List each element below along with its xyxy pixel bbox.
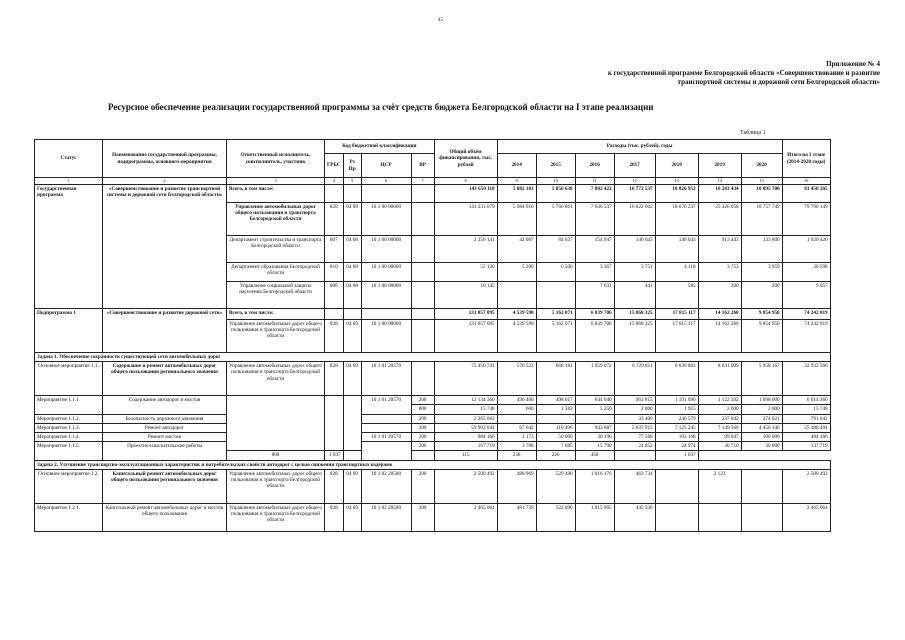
- cell-2014: 488 969: [497, 469, 536, 503]
- column-number: 9: [497, 178, 536, 185]
- cell-2020: 133 800: [741, 236, 782, 263]
- table-row: [35, 414, 831, 423]
- row-total: 2 265 063: [434, 414, 497, 423]
- cell-stage-total: 1 037: [655, 451, 698, 460]
- cell-2017: 3 751: [614, 263, 655, 282]
- column-number: 4: [325, 178, 344, 185]
- cell-2018: [655, 469, 698, 503]
- row-total: 131 057 095: [434, 320, 497, 353]
- table-row: [35, 362, 831, 396]
- cell-rzpr: 04 08: [343, 282, 361, 309]
- cell-csr: 10 1 00 00000: [361, 263, 411, 282]
- cell-2016: 7 802 422: [575, 185, 614, 203]
- cell-2016: 6 839 706: [575, 320, 614, 353]
- row-total: 52 130: [434, 263, 497, 282]
- cell-2019: 1 122 392: [698, 396, 741, 405]
- row-total: 59 902 641: [434, 423, 497, 432]
- cell-2014: [497, 414, 536, 423]
- cell-2017: 2 000: [614, 405, 655, 414]
- cell-2014: 4 539 590: [497, 320, 536, 353]
- cell-csr: 10 1 00 00000: [361, 236, 411, 263]
- column-number: 13: [655, 178, 698, 185]
- cell-2015: 7 685: [536, 442, 575, 451]
- cell-2020: 9 854 950: [741, 320, 782, 353]
- appendix-line1: Приложение № 4: [826, 60, 880, 68]
- header-2016: 2016: [575, 154, 614, 178]
- cell-grbs: 828: [325, 503, 344, 531]
- row-executor: Всего, в том числе:: [227, 185, 325, 203]
- cell-stage-total: 81 450 205: [782, 185, 830, 203]
- row-total: 143 650 118: [434, 185, 497, 203]
- header-executor: Ответственный исполнитель, соисполнитель, участник: [227, 140, 325, 178]
- table-label: Таблица 1: [740, 130, 766, 136]
- cell-2014: 42 067: [497, 236, 536, 263]
- cell-2020: 1 098 000: [741, 396, 782, 405]
- cell-2020: 5 958 167: [741, 362, 782, 396]
- page-number: 45: [438, 18, 443, 23]
- cell-csr: 10 1 00 00000: [361, 282, 411, 309]
- cell-2017: 5 637 915: [614, 423, 655, 432]
- row-total: 2 465 064: [434, 503, 497, 531]
- header-grbs: ГРБС: [325, 154, 344, 178]
- row-executor: Управление социальной защиты населения Белгородской области: [227, 282, 325, 309]
- cell-2016: 1 015 905: [575, 503, 614, 531]
- cell-2020: 10 895 700: [741, 185, 782, 203]
- document-title: Ресурсное обеспечение реализации государственной программы за счёт средств бюджета Белгородской области на I этапе реализации: [108, 102, 654, 112]
- cell-2018: [655, 503, 698, 531]
- cell-2016: 7 631: [575, 282, 614, 309]
- cell-stage-total: 2 500 492: [782, 469, 830, 503]
- cell-2020: 10 757 749: [741, 203, 782, 236]
- cell-2014: 496 400: [497, 396, 536, 405]
- row-status: Мероприятие 1.1.5.: [35, 442, 103, 460]
- cell-stage-total: 74 242 019: [782, 309, 830, 320]
- cell-2017: 16 622 602: [614, 203, 655, 236]
- column-number: 15: [741, 178, 782, 185]
- cell-2016: 115: [434, 451, 497, 460]
- row-name: Ремонт мостов: [103, 433, 227, 442]
- cell-2018: 246 579: [655, 414, 698, 423]
- table-row: [35, 469, 831, 503]
- cell-2015: 6 500: [536, 263, 575, 282]
- row-executor: Управление автомобильных дорог общего пользования и транспорта Белгородской области: [227, 203, 325, 236]
- cell-2014: 570 523: [497, 362, 536, 396]
- cell-2014: 5 200: [497, 263, 536, 282]
- cell-2019: 7 149 360: [698, 423, 741, 432]
- cell-2016: 5 250: [575, 405, 614, 414]
- column-number: 3: [227, 178, 325, 185]
- cell-2019: 14 162 260: [698, 309, 741, 320]
- cell-csr: 10 1 01 20570: [361, 433, 411, 442]
- row-executor: [227, 396, 325, 451]
- header-expenses: Расходы (тыс. рублей), годы: [497, 140, 782, 154]
- header-2014: 2014: [497, 154, 536, 178]
- row-name: Содержание автодорог и мостов: [103, 396, 227, 414]
- cell-2020: [741, 469, 782, 503]
- cell-2017: 24 852: [614, 442, 655, 451]
- cell-2015: 5 766 861: [536, 203, 575, 236]
- header-stage-total: Итого на I этапе (2014-2020 годы): [782, 140, 830, 178]
- cell-2020: 9 854 950: [741, 309, 782, 320]
- cell-stage-total: 484 166: [782, 433, 830, 442]
- cell-2017: 146 043: [614, 236, 655, 263]
- cell-2018: 103 168: [655, 433, 698, 442]
- row-total: 141 231 679: [434, 203, 497, 236]
- cell-2020: 2 000: [741, 405, 782, 414]
- row-executor: Департамент строительства и транспорта Белгородской области: [227, 236, 325, 263]
- row-status: Государственная программа: [35, 185, 103, 309]
- row-total: 12 134 360: [434, 396, 497, 405]
- cell-2014: 481 739: [497, 503, 536, 531]
- cell-2019: 3 753: [698, 263, 741, 282]
- cell-2018: 8 630 803: [655, 362, 698, 396]
- cell-csr: 10 1 02 20580: [361, 469, 411, 503]
- cell-vr: 800: [411, 405, 434, 414]
- header-vr: ВР: [411, 154, 434, 178]
- cell-2014: 2 173: [497, 433, 536, 442]
- task-2-title: Задача 2. Улучшение транспортно-эксплуатационных характеристик и потребительских свойств автодорог с целью снижения транспортных издержек: [35, 460, 831, 469]
- cell-stage-total: 25 488 494: [782, 423, 830, 432]
- cell-2015: 1 583: [536, 405, 575, 414]
- column-number: 8: [434, 178, 497, 185]
- row-name: «Совершенствование и развитие дорожной сети»: [103, 309, 227, 353]
- table-row: [35, 423, 831, 432]
- cell-2015: [411, 451, 434, 460]
- cell-2019: 458: [575, 451, 614, 460]
- cell-2018: 17 815 117: [655, 320, 698, 353]
- cell-2019: 2 123: [698, 469, 741, 503]
- cell-2014: 5 082 183: [497, 185, 536, 203]
- cell-csr: 10 1 00 00000: [361, 203, 411, 236]
- cell-2014: 4 539 590: [497, 309, 536, 320]
- table-row: [35, 309, 831, 320]
- cell-2014: 600: [497, 405, 536, 414]
- cell-2019: [698, 503, 741, 531]
- header-2018: 2018: [655, 154, 698, 178]
- row-status: Основное мероприятие 1.1.: [35, 362, 103, 396]
- row-total: 131 057 095: [434, 309, 497, 320]
- cell-2020: [741, 503, 782, 531]
- cell-vr: 200: [411, 433, 434, 442]
- cell-2017: 441: [614, 282, 655, 309]
- cell-2019: 30 710: [698, 442, 741, 451]
- column-number: 7: [411, 178, 434, 185]
- cell-2016: 1 016 176: [575, 469, 614, 503]
- cell-2016: 3 367: [575, 263, 614, 282]
- header-2015: 2015: [536, 154, 575, 178]
- header-2019: 2019: [698, 154, 741, 178]
- row-executor: Департамент образования Белгородской области: [227, 263, 325, 282]
- cell-2018: 7 125 245: [655, 423, 698, 432]
- row-status: Мероприятие 1.1.4.: [35, 433, 103, 442]
- row-name: Капитальный ремонт автомобильных дорог и мостов общего пользования: [103, 503, 227, 531]
- cell-grbs: 828: [325, 362, 344, 396]
- cell-2018: 17 815 117: [655, 309, 698, 320]
- cell-stage-total: 137 719: [782, 442, 830, 451]
- cell-2020: 200: [741, 282, 782, 309]
- cell-stage-total: 1 620 420: [782, 236, 830, 263]
- cell-2019: 25 326 058: [698, 203, 741, 236]
- table-row: [35, 185, 831, 203]
- row-total: 2 356 141: [434, 236, 497, 263]
- cell-vr: 200: [411, 423, 434, 432]
- cell-2015: 110 496: [536, 423, 575, 432]
- row-total: 10 145: [434, 282, 497, 309]
- cell-2019: 16 243 434: [698, 185, 741, 203]
- cell-2017: 77 588: [614, 433, 655, 442]
- cell-2018: 1 191 096: [655, 396, 698, 405]
- resource-table: [34, 139, 831, 532]
- cell-2018: 18 676 237: [655, 203, 698, 236]
- cell-rzpr: 04 08: [343, 263, 361, 282]
- task-row: [35, 353, 831, 362]
- cell-stage-total: 6 014 360: [782, 396, 830, 405]
- cell-2017: 963 815: [614, 396, 655, 405]
- cell-grbs: 810: [325, 263, 344, 282]
- task-1-title: Задача 1. Обеспечение сохранности существующей сети автомобильных дорог: [35, 353, 831, 362]
- cell-csr: 10 1 00 00000: [361, 320, 411, 353]
- cell-rzpr: 04 09: [343, 503, 361, 531]
- row-status: Мероприятие 1.2.1.: [35, 503, 103, 531]
- header-2020: 2020: [741, 154, 782, 178]
- cell-rzpr: 04 09: [343, 203, 361, 236]
- cell-csr: 10 1 01 20570: [361, 362, 411, 396]
- cell-2020: 274 021: [741, 414, 782, 423]
- row-total: 15 748: [434, 405, 497, 414]
- cell-2016: 644 040: [575, 396, 614, 405]
- row-total: 75 450 741: [434, 362, 497, 396]
- cell-2015: [536, 414, 575, 423]
- cell-2014: 67 642: [497, 423, 536, 432]
- row-name: Ремонт автодорог: [103, 423, 227, 432]
- cell-2020: 100 000: [741, 433, 782, 442]
- cell-2016: 6 839 706: [575, 309, 614, 320]
- table-row: [35, 503, 831, 531]
- cell-stage-total: 79 790 149: [782, 203, 830, 236]
- cell-csr: 10 1 01 20570: [361, 396, 411, 414]
- row-executor: Управление автомобильных дорог общего пользования и транспорта Белгородской области: [227, 320, 325, 353]
- row-name: «Совершенствование и развитие транспортной системы и дорожной сети Белгородской области»: [103, 185, 227, 309]
- cell-2015: 50 000: [536, 433, 575, 442]
- header-rzpr: Рз Пр: [343, 154, 361, 178]
- row-name: Безопасность дорожного движения: [103, 414, 227, 423]
- cell-2016: 1 059 072: [575, 362, 614, 396]
- cell-2017: 33 400: [614, 414, 655, 423]
- appendix-line2: к государственной программе Белгородской области «Совершенствование и развитие: [607, 69, 880, 77]
- cell-rzpr: 04 09: [343, 320, 361, 353]
- column-number: 6: [361, 178, 411, 185]
- cell-grbs: 808: [325, 282, 344, 309]
- row-executor: Управление автомобильных дорог общего пользования и транспорта Белгородской области: [227, 469, 325, 503]
- cell-stage-total: 32 932 566: [782, 362, 830, 396]
- cell-2016: 7 636 537: [575, 203, 614, 236]
- cell-2016: 943 687: [575, 423, 614, 432]
- cell-2015: 84 627: [536, 236, 575, 263]
- row-status: Подпрограмма 1: [35, 309, 103, 353]
- column-number: 12: [614, 178, 655, 185]
- header-row: [35, 140, 831, 154]
- column-number: 10: [536, 178, 575, 185]
- cell-2016: 154 947: [575, 236, 614, 263]
- table-row: [35, 396, 831, 405]
- cell-2019: 99 047: [698, 433, 741, 442]
- row-status: Мероприятие 1.1.1.: [35, 396, 103, 414]
- cell-stage-total: 15 748: [782, 405, 830, 414]
- header-2017: 2017: [614, 154, 655, 178]
- column-number: 14: [698, 178, 741, 185]
- row-name: Содержание и ремонт автомобильных дорог общего пользования регионального значения: [103, 362, 227, 396]
- header-csr: ЦСР: [361, 154, 411, 178]
- cell-2019: 8 641 009: [698, 362, 741, 396]
- cell-rzpr: 04 09: [343, 362, 361, 396]
- cell-2017: 445 330: [614, 503, 655, 531]
- row-executor: Управление автомобильных дорог общего пользования и транспорта Белгородской области: [227, 362, 325, 396]
- row-status: Основное мероприятие 1.2.: [35, 469, 103, 503]
- cell-2017: 6 729 811: [614, 362, 655, 396]
- cell-2019: 2 000: [698, 405, 741, 414]
- appendix-line3: транспортной системы и дорожной сети Белгородской области»: [677, 78, 880, 86]
- cell-2015: 5 856 638: [536, 185, 575, 203]
- cell-2015: 5 162 071: [536, 309, 575, 320]
- cell-2020: 30 000: [741, 442, 782, 451]
- cell-2014: [343, 451, 361, 460]
- row-executor: Всего, в том числе:: [227, 309, 325, 320]
- cell-2019: 14 162 260: [698, 320, 741, 353]
- row-total: 1 037: [325, 451, 344, 460]
- cell-2015: 522 090: [536, 503, 575, 531]
- cell-2018: 18 826 953: [655, 185, 698, 203]
- cell-vr: 200: [411, 442, 434, 451]
- cell-stage-total: 74 242 019: [782, 320, 830, 353]
- cell-2015: [536, 282, 575, 309]
- row-status: Мероприятие 1.1.2.: [35, 414, 103, 423]
- cell-2020: 3 959: [741, 263, 782, 282]
- cell-grbs: 828: [325, 203, 344, 236]
- row-total: 984 166: [434, 433, 497, 442]
- cell-2014: [497, 282, 536, 309]
- cell-grbs: 828: [325, 469, 344, 503]
- header-name: Наименование государственной программы, подпрограммы, основного мероприятия: [103, 140, 227, 178]
- cell-2020: [614, 451, 655, 460]
- column-number: 1: [35, 178, 103, 185]
- header-status: Статус: [35, 140, 103, 178]
- cell-2017: 463 734: [614, 469, 655, 503]
- cell-2018: 146 043: [655, 236, 698, 263]
- cell-2014: 5 084 916: [497, 203, 536, 236]
- cell-2015: 668 181: [536, 362, 575, 396]
- cell-stage-total: 9 057: [782, 282, 830, 309]
- cell-vr: 200: [411, 503, 434, 531]
- cell-vr: 800: [227, 451, 325, 460]
- cell-2016: 30 190: [575, 433, 614, 442]
- cell-2018: 4 118: [655, 263, 698, 282]
- cell-grbs: 828: [325, 320, 344, 353]
- row-name: Проектно-изыскательские работы: [103, 442, 227, 460]
- cell-stage-total: 2 465 064: [782, 503, 830, 531]
- cell-vr: 200: [411, 414, 434, 423]
- cell-stage-total: 791 042: [782, 414, 830, 423]
- table-row: [35, 442, 831, 451]
- cell-rzpr: 04 08: [343, 236, 361, 263]
- row-total: 167 719: [434, 442, 497, 451]
- cell-2015: 529 490: [536, 469, 575, 503]
- appendix-header: [440, 60, 880, 87]
- cell-2016: [575, 414, 614, 423]
- cell-2020: 4 456 146: [741, 423, 782, 432]
- cell-2015: 498 017: [536, 396, 575, 405]
- cell-2018: 585: [655, 282, 698, 309]
- cell-2019: 200: [698, 282, 741, 309]
- row-executor: Управление автомобильных дорог общего пользования и транспорта Белгородской области: [227, 503, 325, 531]
- column-number: 5: [343, 178, 361, 185]
- row-status: Мероприятие 1.1.3.: [35, 423, 103, 432]
- cell-2017: 15 868 325: [614, 309, 655, 320]
- cell-csr: 10 1 02 20580: [361, 503, 411, 531]
- cell-2018: 1 915: [655, 405, 698, 414]
- cell-2017: 16 772 537: [614, 185, 655, 203]
- cell-2017: 238: [497, 451, 536, 460]
- header-budget-code: Код бюджетной классификации: [325, 140, 435, 154]
- cell-grbs: 807: [325, 236, 344, 263]
- cell-2015: 5 162 071: [536, 320, 575, 353]
- column-number: 2: [103, 178, 227, 185]
- cell-2018: 226: [536, 451, 575, 460]
- cell-2019: 913 443: [698, 236, 741, 263]
- row-total: 2 500 492: [434, 469, 497, 503]
- task-row: [35, 460, 831, 469]
- column-number: 11: [575, 178, 614, 185]
- cell-vr: 200: [411, 469, 434, 503]
- cell-2016: 15 790: [575, 442, 614, 451]
- cell-2014: 3 708: [497, 442, 536, 451]
- cell-vr: 200: [411, 396, 434, 405]
- column-number: 16: [782, 178, 830, 185]
- cell-2017: 15 868 325: [614, 320, 655, 353]
- cell-stage-total: 30 598: [782, 263, 830, 282]
- cell-2018: 24 974: [655, 442, 698, 451]
- column-number-row: [35, 178, 831, 185]
- cell-2019: 237 042: [698, 414, 741, 423]
- cell-rzpr: 04 09: [343, 469, 361, 503]
- table-row: [35, 433, 831, 442]
- row-name: Капитальный ремонт автомобильных дорог общего пользования регионального значения: [103, 469, 227, 503]
- header-total: Общий объём финансирования, тыс. рублей: [434, 140, 497, 178]
